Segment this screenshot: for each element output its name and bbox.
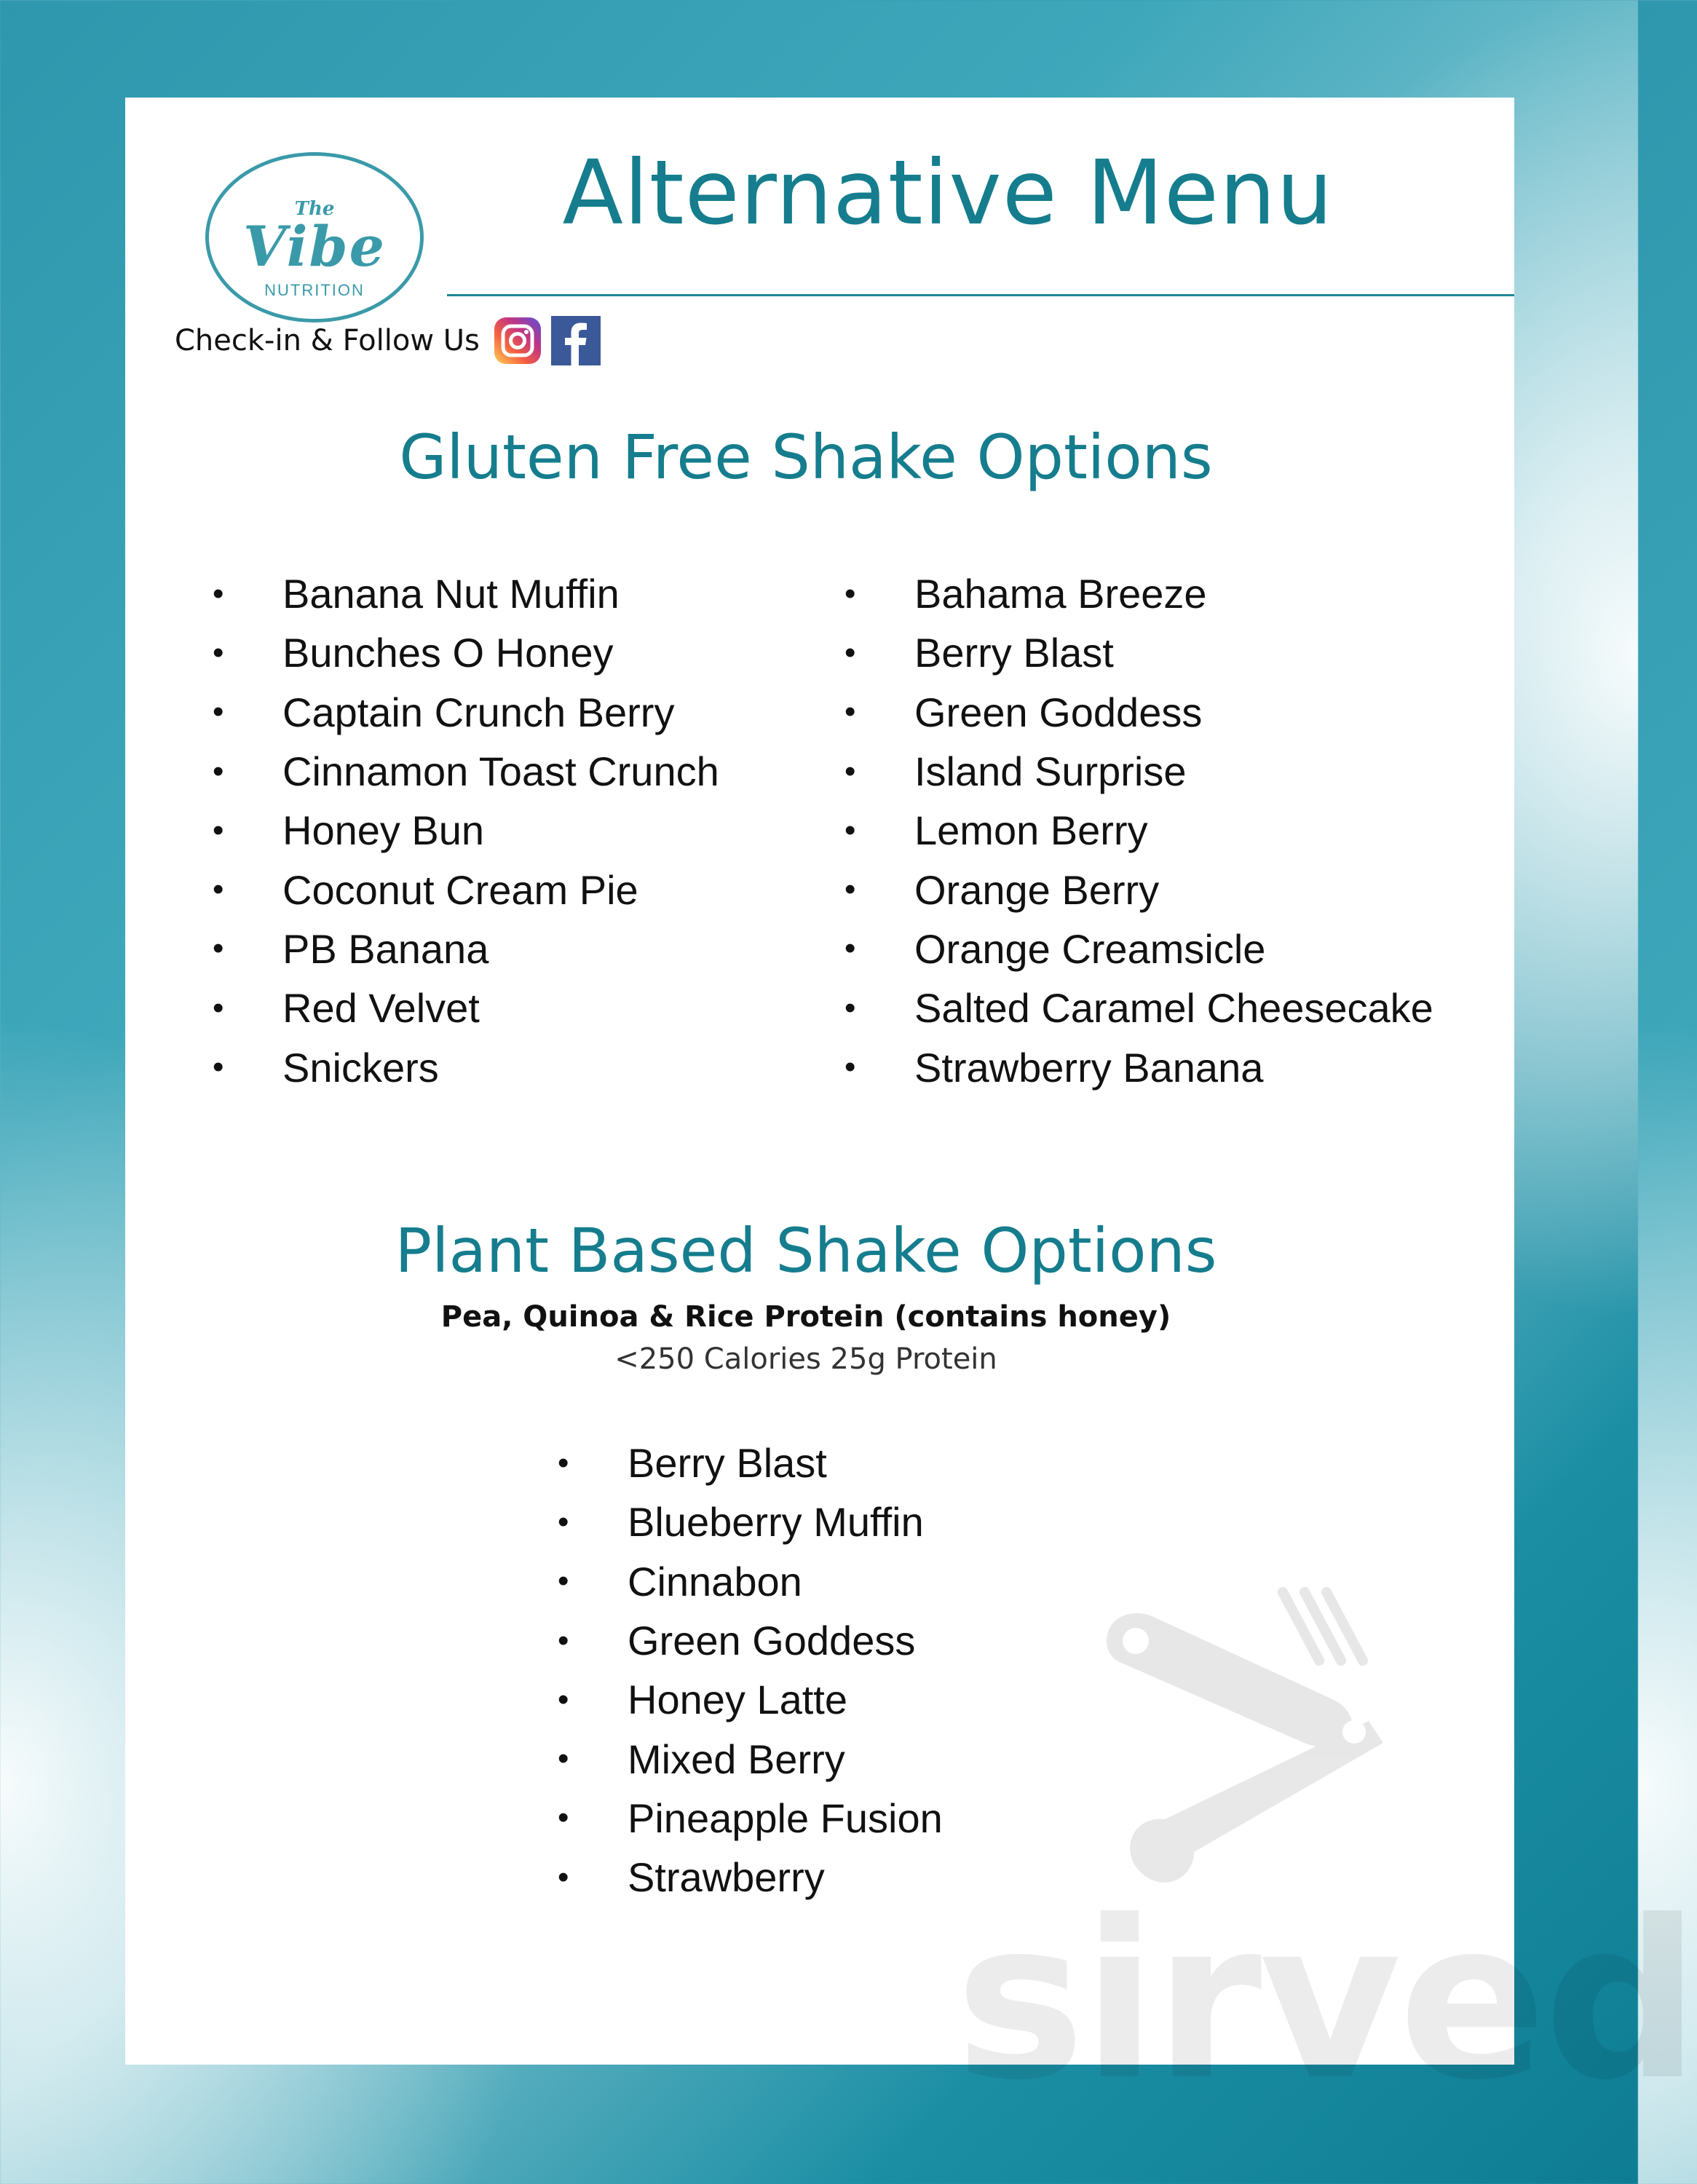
bullet: • [558, 1800, 569, 1836]
list-item [844, 919, 1433, 978]
instagram-icon[interactable] [493, 316, 542, 365]
list-item [213, 1037, 719, 1096]
list-item [844, 1037, 1433, 1096]
plant-based-title: Plant Based Shake Options [395, 1215, 1217, 1286]
item-label: Blueberry Muffin [628, 1499, 924, 1546]
list-item [213, 919, 719, 978]
bullet: • [844, 1049, 856, 1085]
gluten-free-right-list [844, 564, 1433, 1097]
item-label: Green Goddess [914, 689, 1203, 735]
item-label: Strawberry Banana [914, 1044, 1264, 1091]
bullet: • [213, 930, 224, 967]
list-item [213, 742, 719, 801]
item-label: Honey Bun [282, 807, 485, 854]
item-label: Bahama Breeze [914, 571, 1207, 617]
item-label: Red Velvet [282, 985, 480, 1032]
bullet: • [844, 930, 856, 967]
bullet: • [558, 1444, 569, 1481]
bullet: • [844, 812, 856, 848]
list-item [844, 564, 1433, 623]
plant-based-list [558, 1433, 943, 1907]
gluten-free-left-list [213, 564, 719, 1097]
list-item [558, 1552, 943, 1611]
bullet: • [558, 1741, 569, 1777]
plant-based-nutrition: <250 Calories 25g Protein [614, 1342, 997, 1376]
item-label: Captain Crunch Berry [282, 689, 675, 735]
title-divider [447, 294, 1514, 296]
bullet: • [213, 753, 224, 789]
item-label: Honey Latte [628, 1677, 847, 1723]
bullet: • [213, 575, 224, 612]
list-item [213, 801, 719, 860]
facebook-icon[interactable] [551, 316, 601, 365]
bullet: • [558, 1681, 569, 1717]
menu-card [125, 98, 1697, 2128]
item-label: Orange Berry [914, 866, 1160, 913]
logo-vibe-text: Vibe [243, 214, 386, 279]
item-label: Strawberry [628, 1854, 825, 1901]
bullet: • [213, 1049, 224, 1085]
list-item [213, 978, 719, 1037]
list-item [213, 683, 719, 742]
item-label: Coconut Cream Pie [282, 866, 638, 913]
item-label: Berry Blast [914, 630, 1114, 676]
bullet: • [844, 634, 856, 670]
logo-the-text: The [294, 198, 335, 220]
list-item [844, 860, 1433, 919]
list-item [844, 801, 1433, 860]
bullet: • [844, 989, 856, 1026]
item-label: Berry Blast [628, 1440, 827, 1487]
list-item [558, 1848, 943, 1907]
item-label: Snickers [282, 1044, 439, 1091]
item-label: Orange Creamsicle [914, 925, 1266, 972]
bullet: • [558, 1503, 569, 1540]
follow-text: Check-in & Follow Us [175, 324, 480, 357]
bullet: • [213, 694, 224, 730]
list-item [844, 623, 1433, 682]
item-label: Green Goddess [628, 1618, 916, 1664]
list-item [213, 623, 719, 682]
bullet: • [558, 1563, 569, 1599]
bullet: • [213, 871, 224, 908]
bullet: • [213, 634, 224, 670]
list-item [844, 742, 1433, 801]
list-item [213, 860, 719, 919]
item-label: Cinnamon Toast Crunch [282, 748, 719, 795]
item-label: PB Banana [282, 925, 489, 972]
item-label: Mixed Berry [628, 1736, 845, 1782]
logo-nutrition-text: NUTRITION [264, 281, 365, 299]
list-item [844, 978, 1433, 1037]
list-item [558, 1492, 943, 1551]
list-item [558, 1789, 943, 1848]
item-label: Banana Nut Muffin [282, 571, 620, 617]
social-follow-row [175, 316, 601, 365]
item-label: Lemon Berry [914, 807, 1148, 854]
list-item [844, 683, 1433, 742]
bullet: • [844, 694, 856, 730]
item-label: Salted Caramel Cheesecake [914, 985, 1433, 1032]
list-item [558, 1611, 943, 1670]
item-label: Pineapple Fusion [628, 1795, 943, 1841]
bullet: • [558, 1622, 569, 1658]
bullet: • [213, 812, 224, 848]
bullet: • [558, 1859, 569, 1895]
list-item [558, 1670, 943, 1729]
page-title: Alternative Menu [562, 141, 1334, 245]
plant-based-subtitle: Pea, Quinoa & Rice Protein (contains honey) [440, 1300, 1171, 1334]
item-label: Cinnabon [628, 1558, 802, 1605]
item-label: Bunches O Honey [282, 630, 614, 676]
bullet: • [213, 989, 224, 1026]
list-item [558, 1433, 943, 1492]
list-item [558, 1729, 943, 1788]
bullet: • [844, 575, 856, 612]
gluten-free-title: Gluten Free Shake Options [399, 422, 1213, 493]
list-item [213, 564, 719, 623]
bullet: • [844, 871, 856, 908]
bullet: • [844, 753, 856, 789]
sirved-watermark: sirved [955, 1874, 1697, 2128]
vibe-nutrition-logo [205, 152, 424, 323]
item-label: Island Surprise [914, 748, 1187, 795]
